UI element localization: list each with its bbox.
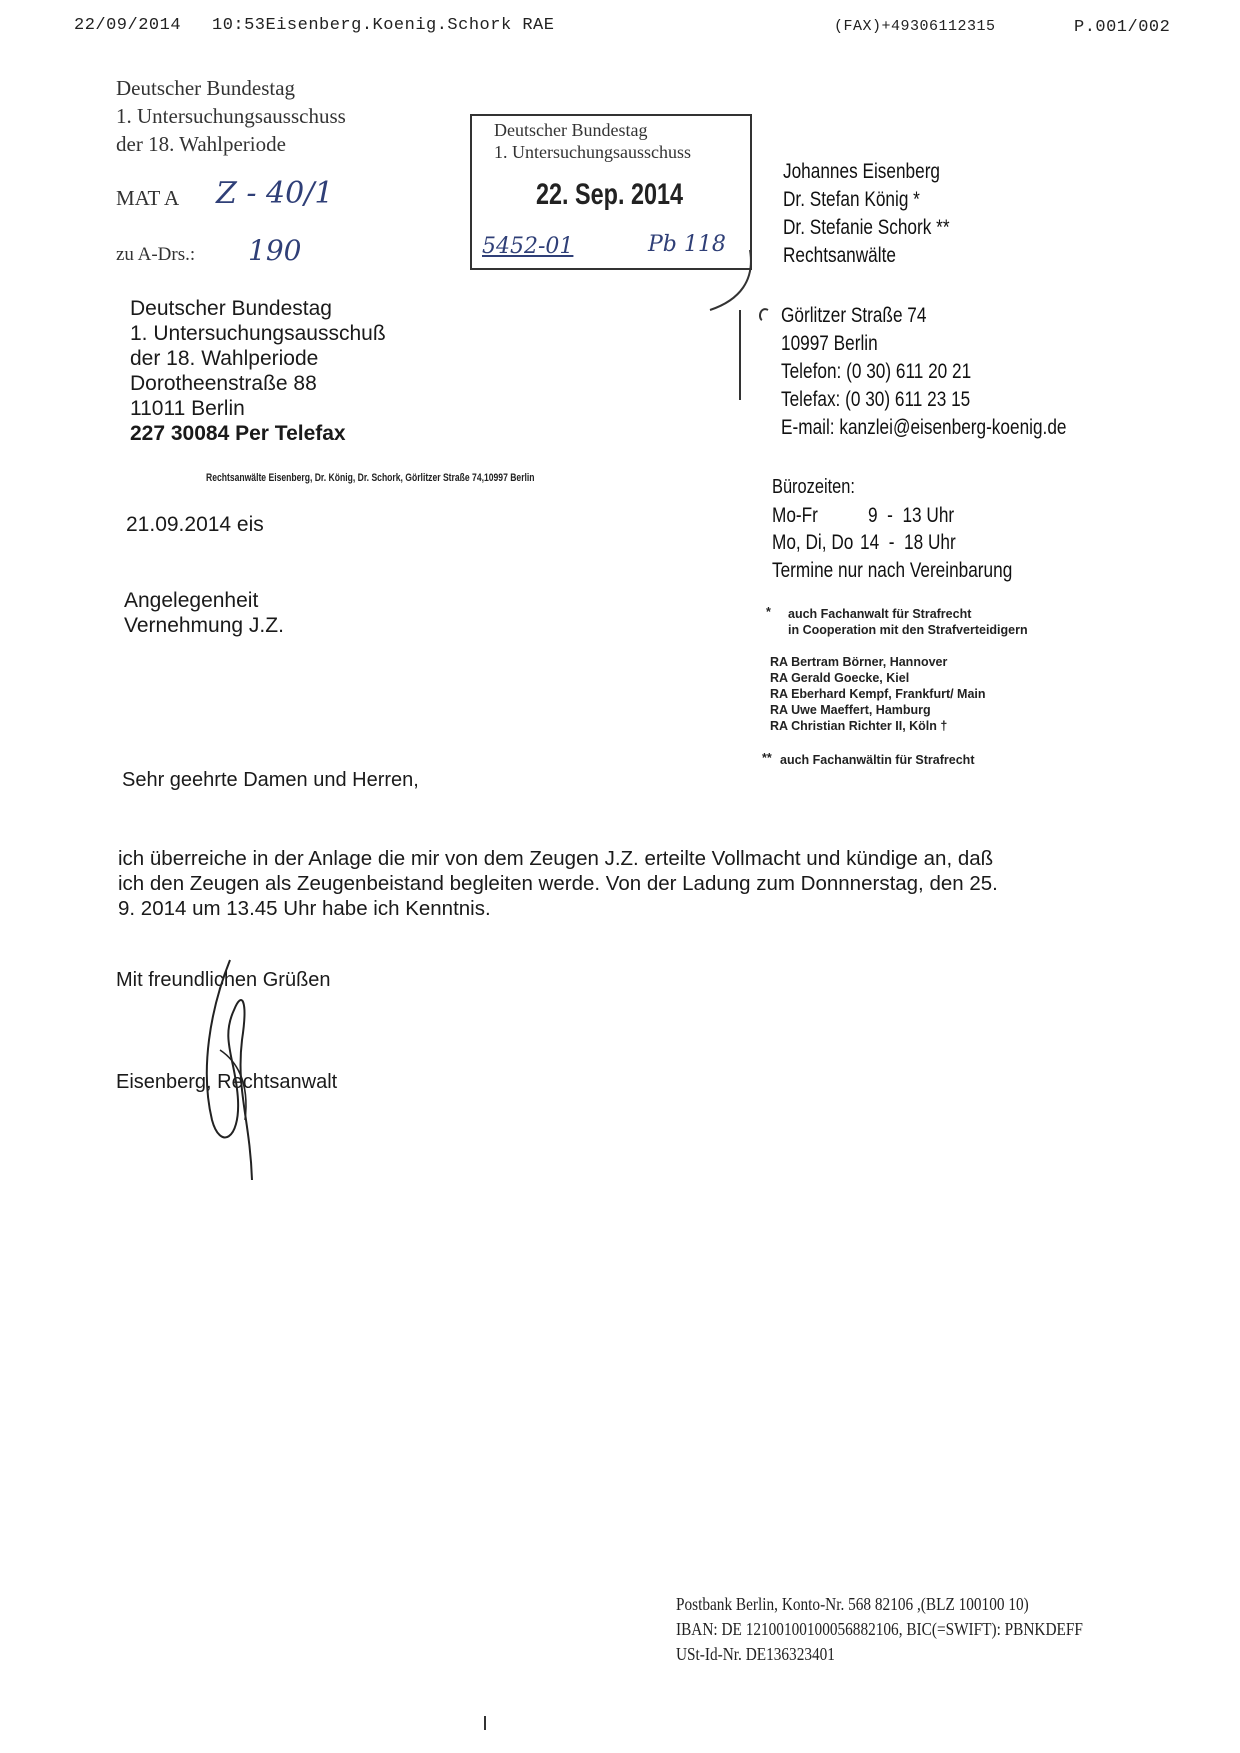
hours-days: Mo-Fr [772, 504, 818, 527]
lawyer-name: Dr. Stefan König * [783, 188, 920, 211]
bank-details [676, 1592, 1083, 1667]
hours-time: 14 - 18 Uhr [860, 531, 956, 554]
footnote-line: in Cooperation mit den Strafverteidigern [788, 623, 1028, 637]
cooperation-list [770, 654, 986, 734]
body-line: 9. 2014 um 13.45 Uhr habe ich Kenntnis. [118, 897, 491, 920]
recipient-line: Deutscher Bundestag [130, 297, 332, 320]
lawyers-title: Rechtsanwälte [783, 244, 896, 267]
footnote-mark: * [766, 605, 771, 619]
bank-account: Postbank Berlin, Konto-Nr. 568 82106 ,(BLZ 100100 10) [676, 1594, 1029, 1614]
contact-street: Görlitzer Straße 74 [781, 304, 927, 327]
hours-time: 9 - 13 Uhr [868, 504, 955, 527]
cooperation-lawyer: RA Eberhard Kempf, Frankfurt/ Main [770, 687, 986, 701]
cooperation-lawyer: RA Christian Richter II, Köln † [770, 719, 948, 733]
signature-name: Eisenberg, Rechtsanwalt [116, 1071, 338, 1093]
lawyer-name: Dr. Stefanie Schork ** [783, 216, 950, 239]
contact-fax: Telefax: (0 30) 611 23 15 [781, 388, 971, 411]
lawyers-block [783, 158, 950, 270]
recipient-fax-line: 227 30084 Per Telefax [130, 422, 346, 445]
drs-value-handwritten: 190 [248, 234, 302, 267]
subject-line: Vernehmung J.Z. [124, 614, 284, 637]
fax-time-sender: 10:53Eisenberg.Koenig.Schork RAE [212, 16, 555, 35]
body-line: ich überreiche in der Anlage die mir von dem Zeugen J.Z. erteilte Vollmacht und kündige an, daß [118, 847, 994, 870]
date-reference: 21.09.2014 eis [126, 513, 264, 536]
contact-phone: Telefon: (0 30) 611 20 21 [781, 360, 972, 383]
contact-email: E-mail: kanzlei@eisenberg-koenig.de [781, 416, 1067, 439]
cooperation-lawyer: RA Bertram Börner, Hannover [770, 655, 948, 669]
footnote2-mark: ** [762, 751, 772, 765]
fax-number: (FAX)+49306112315 [834, 18, 996, 35]
letter-body [118, 846, 998, 921]
subject-line: Angelegenheit [124, 589, 259, 612]
handwritten-signature [190, 950, 280, 1180]
stamp-ref-right: Pb 118 [648, 232, 726, 257]
stamp-line2: 1. Untersuchungsausschuss [494, 142, 691, 162]
subject-block [124, 588, 284, 638]
sender-return-line: Rechtsanwälte Eisenberg, Dr. König, Dr. Schork, Görlitzer Straße 74,10997 Berlin [206, 472, 535, 484]
registry-block [116, 74, 346, 158]
fax-page: P.001/002 [1074, 18, 1171, 37]
vat-id: USt-Id-Nr. DE136323401 [676, 1644, 835, 1664]
recipient-line: 1. Untersuchungsausschuß [130, 322, 386, 345]
registry-line: der 18. Wahlperiode [116, 132, 286, 156]
cooperation-lawyer: RA Uwe Maeffert, Hamburg [770, 703, 931, 717]
mat-value-handwritten: Z - 40/1 [216, 176, 334, 211]
mat-label: MAT A [116, 186, 180, 210]
bank-iban: IBAN: DE 12100100100056882106, BIC(=SWIFT): PBNKDEFF [676, 1619, 1083, 1639]
cooperation-lawyer: RA Gerald Goecke, Kiel [770, 671, 910, 685]
footnote-specialist [788, 606, 1028, 638]
fax-date: 22/09/2014 [74, 16, 182, 35]
salutation: Sehr geehrte Damen und Herren, [122, 769, 419, 791]
contact-block [781, 302, 1067, 442]
contact-city: 10997 Berlin [781, 332, 878, 355]
registry-line: Deutscher Bundestag [116, 76, 296, 100]
scan-artifact [484, 1716, 486, 1730]
recipient-line: der 18. Wahlperiode [130, 347, 319, 370]
recipient-line: Dorotheenstraße 88 [130, 372, 317, 395]
body-line: ich den Zeugen als Zeugenbeistand begleiten werde. Von der Ladung zum Donnnerstag, den 25. [118, 872, 998, 895]
appointments-note: Termine nur nach Vereinbarung [772, 559, 1013, 582]
lawyer-name: Johannes Eisenberg [783, 160, 941, 183]
recipient-address [130, 296, 386, 446]
hours-title: Bürozeiten: [772, 476, 855, 498]
recipient-line: 11011 Berlin [130, 397, 245, 420]
stamp-date: 22. Sep. 2014 [536, 178, 684, 211]
drs-label: zu A-Drs.: [116, 244, 196, 265]
footnote-line: auch Fachanwalt für Strafrecht [788, 607, 972, 621]
stamp-ref-left: 5452-01 [482, 234, 574, 259]
registry-line: 1. Untersuchungsausschuss [116, 104, 346, 128]
closing: Mit freundlichen Grüßen [116, 969, 331, 991]
stamp-line1: Deutscher Bundestag [494, 120, 648, 140]
handwritten-bracket-strokes [700, 240, 780, 410]
footnote-specialist-2: auch Fachanwältin für Strafrecht [780, 753, 975, 767]
hours-days: Mo, Di, Do [772, 531, 854, 554]
